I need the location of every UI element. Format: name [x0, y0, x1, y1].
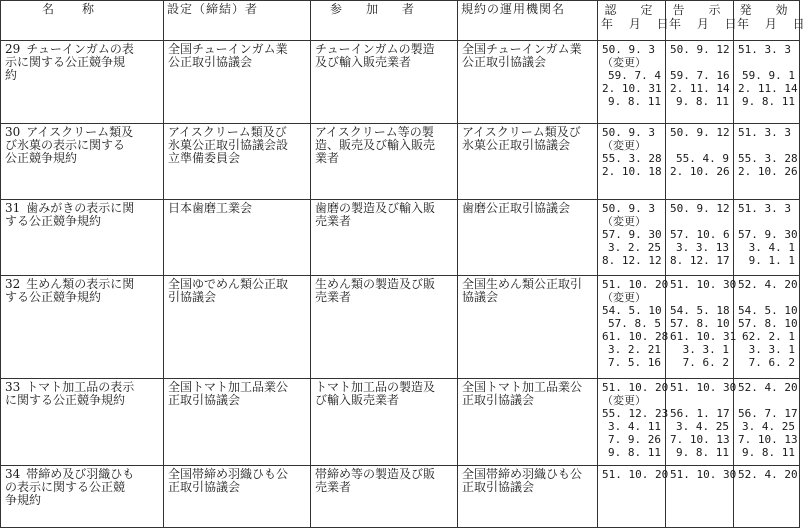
name-text: アイスクリーム類及: [26, 125, 134, 139]
approval-date: 59. 7. 4: [608, 69, 661, 82]
notice-date: 59. 7. 16: [670, 69, 730, 82]
name-text: する公正競争規約: [5, 214, 102, 228]
effective-date: 2. 11. 14: [738, 82, 798, 95]
approval-date: 61. 10. 28: [602, 330, 669, 343]
cell-approval-date: [598, 466, 669, 528]
participant-text: 帯締め等の製造及び販: [315, 467, 436, 481]
operator-text: 協議会: [462, 290, 499, 304]
effective-date: [738, 394, 797, 407]
cell-operator: [458, 200, 598, 276]
cell-setter: [164, 276, 311, 379]
header-approval: 認 定 年 月 日: [598, 1, 666, 41]
operator-text: 氷菓公正取引協議会: [462, 138, 571, 152]
setter-text: 日本歯磨工業会: [168, 201, 253, 215]
effective-date: 57. 8. 10: [738, 317, 798, 330]
effective-date: 51. 3. 3: [738, 202, 791, 215]
cell-setter: [164, 379, 311, 466]
cell-operator: [458, 379, 598, 466]
participant-text: アイスクリーム等の製: [315, 125, 434, 139]
participant-text: 売業者: [315, 480, 352, 494]
operator-text: アイスクリーム類及び: [462, 125, 581, 139]
notice-date: 57. 10. 6: [670, 228, 730, 241]
notice-date: 3. 3. 1: [682, 343, 729, 356]
cell-setter: [164, 41, 311, 124]
approval-date: 9. 8. 11: [608, 95, 661, 108]
cell-notice-date: [666, 379, 737, 466]
participant-text: トマト加工品の製造及: [315, 380, 436, 394]
setter-text: 正取引協議会: [168, 480, 241, 494]
effective-date: 62. 2. 1: [742, 330, 795, 343]
cell-setter: [164, 200, 311, 276]
approval-date: 55. 12. 23: [602, 407, 669, 420]
header-effective: 発 効 年 月 日: [734, 1, 800, 41]
operator-text: 正取引協議会: [462, 480, 535, 494]
cell-approval-date: [598, 200, 666, 276]
participant-text: 造、販売及び輸入販売: [315, 138, 436, 152]
participant-text: 及び輸入販売業者: [315, 55, 412, 69]
cell-setter: [164, 124, 311, 200]
participant-text: 歯磨の製造及び輸入販: [315, 201, 436, 215]
approval-date: （変更）: [602, 139, 646, 152]
notice-date: 2. 10. 26: [670, 165, 730, 178]
participant-text: 生めん類の製造及び販: [315, 277, 436, 291]
setter-text: 引協議会: [168, 290, 217, 304]
table-row: [1, 466, 800, 528]
cell-notice-date: [666, 200, 734, 276]
header-row: [1, 1, 800, 41]
cell-notice-date: [666, 41, 734, 124]
participant-text: 業者: [315, 151, 340, 165]
participant-text: び輸入販売業者: [315, 393, 400, 407]
header-name: 名称: [1, 1, 164, 41]
effective-date: 56. 7. 17: [738, 407, 798, 420]
approval-date: 51. 10. 20: [602, 278, 669, 291]
notice-date: 54. 5. 18: [670, 304, 730, 317]
setter-text: アイスクリーム類及び: [168, 125, 287, 139]
effective-date: 9. 1. 1: [748, 254, 795, 267]
notice-date: 61. 10. 31: [670, 330, 737, 343]
approval-date: 3. 4. 11: [608, 420, 661, 433]
approval-date: 50. 9. 3: [602, 43, 655, 56]
cell-name: [1, 200, 164, 276]
header-notice: 告 示 年 月 日: [666, 1, 734, 41]
operator-text: 全国生めん類公正取引: [462, 277, 583, 291]
cell-participant: [311, 276, 458, 379]
notice-date: 2. 11. 14: [670, 82, 730, 95]
cell-operator: [458, 466, 598, 528]
effective-date: 3. 4. 25: [742, 420, 795, 433]
cell-notice-date: [666, 124, 734, 200]
approval-date: 51. 10. 20: [602, 468, 669, 481]
notice-date: 51. 10. 30: [670, 468, 737, 481]
effective-date: 51. 3. 3: [738, 43, 791, 56]
setter-text: 全国ゆでめん類公正取: [168, 277, 289, 291]
participant-text: 売業者: [315, 214, 352, 228]
approval-date: 50. 9. 3: [602, 126, 655, 139]
notice-date: [670, 291, 731, 304]
notice-date: 51. 10. 30: [670, 278, 737, 291]
effective-date: [738, 291, 797, 304]
cell-participant: [311, 379, 458, 466]
name-text: 争規約: [5, 493, 42, 507]
notice-date: 57. 8. 10: [670, 317, 730, 330]
notice-date: 55. 4. 9: [676, 152, 729, 165]
header-setter: 設定（締結）者: [164, 1, 311, 41]
name-text: の表示に関する公正競: [5, 480, 126, 494]
notice-date: 50. 9. 12: [670, 202, 730, 215]
cell-notice-date: [666, 466, 737, 528]
effective-date: [738, 215, 797, 228]
cell-name: [1, 466, 164, 528]
operator-text: 全国帯締め羽織ひも公: [462, 467, 583, 481]
cell-operator: [458, 124, 598, 200]
cell-participant: [311, 466, 458, 528]
cell-approval-date: [598, 379, 669, 466]
approval-date: 3. 2. 21: [608, 343, 661, 356]
approval-date: 2. 10. 18: [602, 165, 662, 178]
cell-setter: [164, 466, 311, 528]
effective-date: 3. 4. 1: [748, 241, 795, 254]
approval-date: 57. 9. 30: [602, 228, 662, 241]
effective-date: 57. 9. 30: [738, 228, 798, 241]
table-row: [1, 41, 800, 124]
approval-date: （変更）: [602, 56, 646, 69]
cell-notice-date: [666, 276, 737, 379]
operator-text: 全国トマト加工品業公: [462, 380, 583, 394]
approval-date: 7. 5. 16: [608, 356, 661, 369]
notice-date: [670, 215, 731, 228]
notice-date: 3. 4. 25: [676, 420, 729, 433]
row-number: 30: [5, 125, 21, 139]
notice-date: 7. 6. 2: [682, 356, 729, 369]
approval-date: 8. 12. 12: [602, 254, 662, 267]
cell-name: [1, 41, 164, 124]
cell-name: [1, 276, 164, 379]
effective-date: 9. 8. 11: [742, 446, 795, 459]
name-text: 公正競争規約: [5, 151, 78, 165]
operator-text: 歯磨公正取引協議会: [462, 201, 571, 215]
effective-date: 2. 10. 26: [738, 165, 798, 178]
name-text: 歯みがきの表示に関: [26, 201, 135, 215]
table-row: [1, 124, 800, 200]
notice-date: 50. 9. 12: [670, 43, 730, 56]
notice-date: [670, 56, 731, 69]
name-text: チューインガムの表: [26, 42, 134, 56]
notice-date: 51. 10. 30: [670, 381, 737, 394]
setter-text: 全国チューインガム業: [168, 42, 288, 56]
approval-date: 9. 8. 11: [608, 446, 661, 459]
name-text: び氷菓の表示に関する: [5, 138, 126, 152]
effective-date: 52. 4. 20: [738, 381, 798, 394]
setter-text: 氷菓公正取引協議会設: [168, 138, 289, 152]
operator-text: 公正取引協議会: [462, 55, 547, 69]
row-number: 29: [5, 42, 21, 56]
approval-date: 54. 5. 10: [602, 304, 662, 317]
name-text: トマト加工品の表示: [26, 380, 135, 394]
approval-date: （変更）: [602, 291, 646, 304]
cell-participant: [311, 124, 458, 200]
row-number: 32: [5, 277, 21, 291]
approval-date: 3. 2. 25: [608, 241, 661, 254]
effective-date: 51. 3. 3: [738, 126, 791, 139]
cell-approval-date: [598, 276, 669, 379]
operator-text: 正取引協議会: [462, 393, 535, 407]
approval-date: 50. 9. 3: [602, 202, 655, 215]
setter-text: 全国トマト加工品業公: [168, 380, 289, 394]
approval-date: 57. 8. 5: [608, 317, 661, 330]
effective-date: 59. 9. 1: [742, 69, 795, 82]
notice-date: 50. 9. 12: [670, 126, 730, 139]
approval-date: 2. 10. 31: [602, 82, 662, 95]
row-number: 31: [5, 201, 21, 215]
effective-date: [738, 139, 797, 152]
notice-date: 3. 3. 13: [676, 241, 729, 254]
participant-text: チューインガムの製造: [315, 42, 435, 56]
approval-date: （変更）: [602, 215, 646, 228]
cell-effective-date: [734, 200, 800, 276]
name-text: 生めん類の表示に関: [26, 277, 135, 291]
cell-approval-date: [598, 124, 666, 200]
table-row: [1, 379, 800, 466]
cell-name: [1, 124, 164, 200]
cell-participant: [311, 200, 458, 276]
cell-effective-date: [734, 379, 800, 466]
effective-date: 7. 6. 2: [748, 356, 795, 369]
notice-date: 8. 12. 17: [670, 254, 730, 267]
cell-name: [1, 379, 164, 466]
operator-text: 全国チューインガム業: [462, 42, 582, 56]
approval-date: （変更）: [602, 394, 646, 407]
notice-date: 9. 8. 11: [676, 95, 729, 108]
approval-date: 7. 9. 26: [608, 433, 661, 446]
notice-date: 9. 8. 11: [676, 446, 729, 459]
effective-date: 55. 3. 28: [738, 152, 798, 165]
notice-date: 56. 1. 17: [670, 407, 730, 420]
table-row: [1, 276, 800, 379]
header-participant: 参加者: [311, 1, 458, 41]
approval-date: 51. 10. 20: [602, 381, 669, 394]
cell-effective-date: [734, 41, 800, 124]
effective-date: 52. 4. 20: [738, 278, 798, 291]
cell-effective-date: [734, 466, 800, 528]
row-number: 34: [5, 467, 21, 481]
cell-effective-date: [734, 124, 800, 200]
effective-date: 7. 10. 13: [738, 433, 798, 446]
setter-text: 正取引協議会: [168, 393, 241, 407]
notice-date: [670, 139, 731, 152]
setter-text: 全国帯締め羽織ひも公: [168, 467, 289, 481]
row-number: 33: [5, 380, 21, 394]
table-row: [1, 200, 800, 276]
notice-date: 7. 10. 13: [670, 433, 730, 446]
notice-date: [670, 394, 731, 407]
effective-date: 3. 3. 1: [748, 343, 795, 356]
cell-effective-date: [734, 276, 800, 379]
name-text: に関する公正競争規約: [5, 393, 126, 407]
cell-participant: [311, 41, 458, 124]
effective-date: 54. 5. 10: [738, 304, 798, 317]
cell-approval-date: [598, 41, 666, 124]
header-operator: 規約の運用機関名: [458, 1, 598, 41]
setter-text: 公正取引協議会: [168, 55, 253, 69]
name-text: 帯締め及び羽織ひも: [26, 467, 135, 481]
name-text: 約: [5, 68, 18, 82]
approval-date: 55. 3. 28: [602, 152, 662, 165]
participant-text: 売業者: [315, 290, 352, 304]
name-text: 示に関する公正競争規: [5, 55, 126, 69]
effective-date: [738, 56, 797, 69]
cell-operator: [458, 41, 598, 124]
name-text: する公正競争規約: [5, 290, 102, 304]
cell-operator: [458, 276, 598, 379]
effective-date: 9. 8. 11: [742, 95, 795, 108]
setter-text: 立準備委員会: [168, 151, 241, 165]
effective-date: 52. 4. 20: [738, 468, 798, 481]
